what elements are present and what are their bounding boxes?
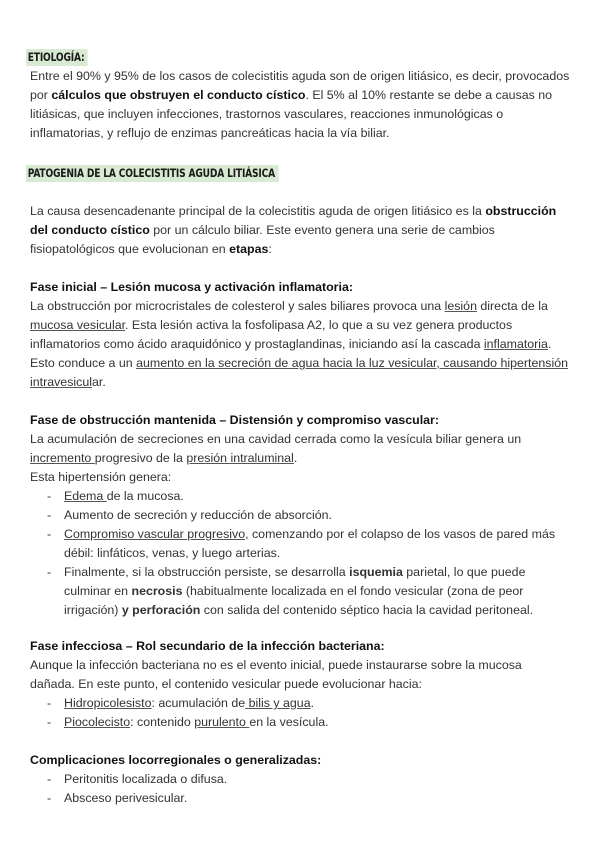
section-heading-patogenia: PATOGENIA DE LA COLECISTITIS AGUDA LITIÁSICA (26, 165, 279, 182)
list-item: - Aumento de secreción y reducción de absorción. (47, 508, 332, 522)
section-heading-etiologia: ETIOLOGÍA: (26, 49, 88, 66)
fase-infecciosa-paragraph: Aunque la infección bacteriana no es el evento inicial, puede instaurarse sobre la mucosa dañada. En este punto, el contenido vesicular puede evolucionar hacia: (30, 658, 522, 691)
list-item: - Peritonitis localizada o difusa. (47, 772, 228, 786)
list-item: - Compromiso vascular progresivo, comenzando por el colapso de los vasos de pared más débil: linfáticos, venas, y luego arterias. (47, 527, 556, 560)
complicaciones-list (30, 770, 570, 808)
fase-obstruccion-paragraph: La acumulación de secreciones en una cavidad cerrada como la vesícula biliar genera un incremento progresivo de la presión intraluminal. (30, 432, 522, 465)
fase-inicial-title: Fase inicial – Lesión mucosa y activación inflamatoria: (30, 280, 353, 294)
fase-obstruccion-title: Fase de obstrucción mantenida – Distensión y compromiso vascular: (30, 413, 440, 427)
list-item: - Absceso perivesicular. (47, 791, 188, 805)
list-item: - Piocolecisto: contenido purulento en la vesícula. (47, 715, 329, 729)
patogenia-paragraph: La causa desencadenante principal de la colecistitis aguda de origen litiásico es la obstrucción del conducto cístico por un cálculo biliar. Este evento genera una serie de cambios fisiopatológicos que evolucionan en etapas: (30, 204, 557, 256)
etiologia-paragraph: Entre el 90% y 95% de los casos de colecistitis aguda son de origen litiásico, es decir, provocados por cálculos que obstruyen el conducto cístico. El 5% al 10% restante se debe a causas no litiásicas, que incluyen infecciones, trastornos vasculares, reacciones inmunológicas o inflamatorias, y reflujo de enzimas pancreáticas hacia la vía biliar. (30, 69, 570, 140)
fase-infecciosa-list (30, 694, 570, 732)
list-item: - Hidropicolesisto: acumulación de bilis y agua. (47, 696, 315, 710)
fase-obstruccion-list (30, 487, 570, 620)
fase-obstruccion-intro: Esta hipertensión genera: (30, 470, 172, 484)
list-item: - Finalmente, si la obstrucción persiste, se desarrolla isquemia parietal, lo que puede culminar en necrosis (habitualmente localizada en el fondo vesicular (zona de peor irrigación) y perforación con salida del contenido séptico hacia la cavidad peritoneal. (47, 565, 534, 617)
list-item: - Edema de la mucosa. (47, 489, 184, 503)
fase-inicial-paragraph: La obstrucción por microcristales de colesterol y sales biliares provoca una lesión directa de la mucosa vesicular. Esta lesión activa la fosfolipasa A2, lo que a su vez genera productos inflamatorios como ácido araquidónico y prostaglandinas, iniciando así la cascada inflamatoria. Esto conduce a un aumento en la secreción de agua hacia la luz vesicular, causando hipertensión intravesicular. (30, 299, 568, 389)
complicaciones-title: Complicaciones locorregionales o generalizadas: (30, 753, 322, 767)
fase-infecciosa-title: Fase infecciosa – Rol secundario de la infección bacteriana: (30, 639, 385, 653)
